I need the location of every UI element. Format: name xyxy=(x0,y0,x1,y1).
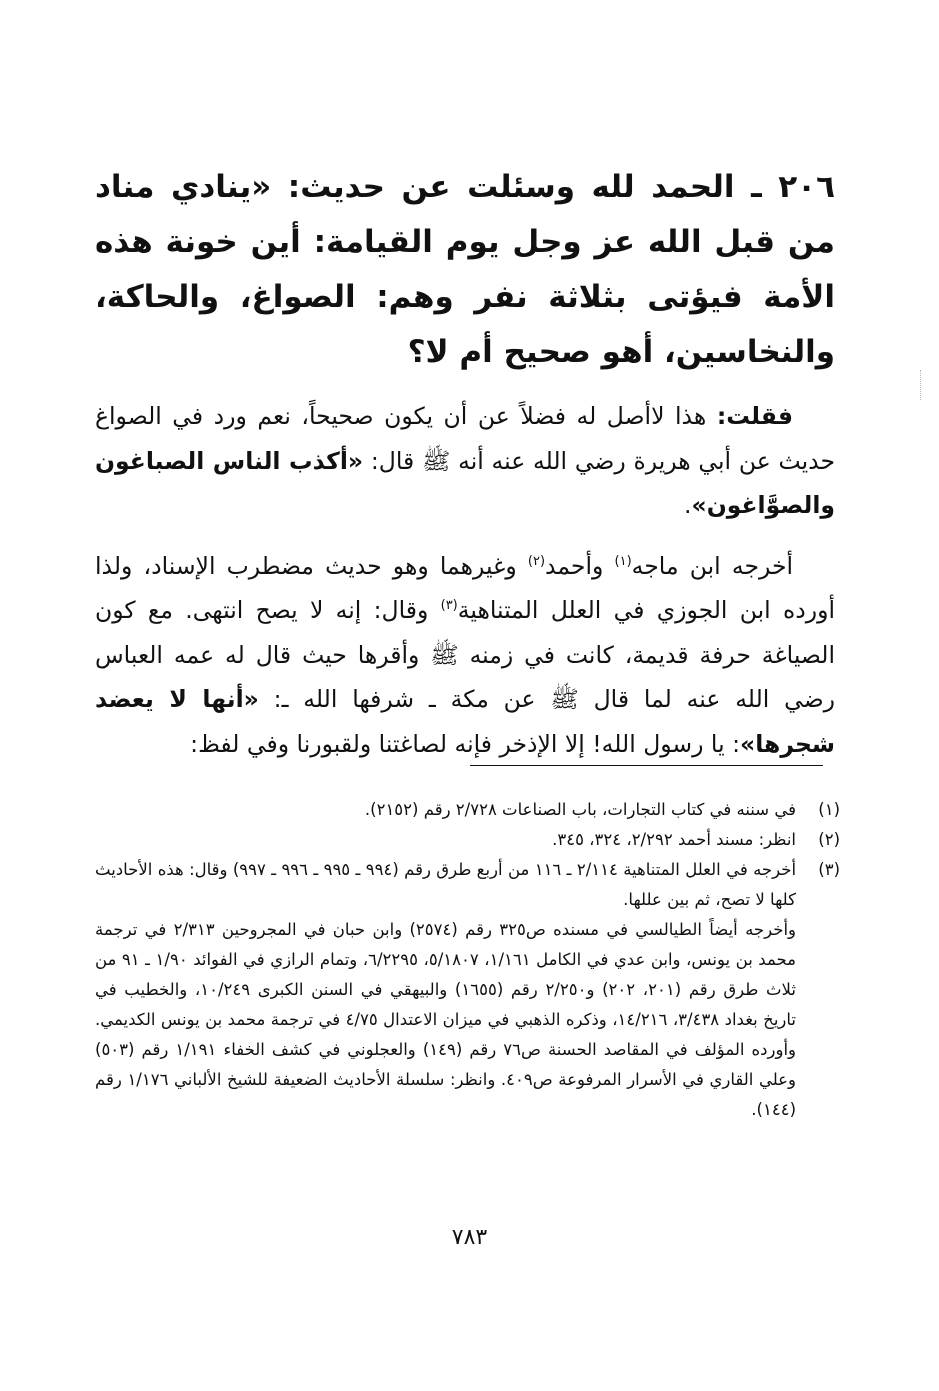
footnote-ref-3[interactable]: (٣) xyxy=(440,598,458,613)
answer-end: . xyxy=(684,491,692,519)
footnote-divider xyxy=(470,765,823,766)
main-text xyxy=(95,160,835,782)
takhrij-part4: وقال: إنه لا يصح انتهى. مع كون الصياغة حرفة قديمة، كانت في زمنه ﷺ وأقرها حيث قال له عمه العباس رضي الله عنه لما قال ﷺ عن مكة ـ شرفها الله ـ: xyxy=(95,596,835,713)
footnote-number: (١) xyxy=(818,800,840,819)
footnote-1 xyxy=(95,795,840,825)
takhrij-part5: : يا رسول الله! إلا الإذخر فإنه لصاغتنا ولقبورنا وفي لفظ: xyxy=(190,729,741,758)
hadith-quote-2: «أنها لا يعضد شجرها» xyxy=(95,685,835,758)
question-number: ٢٠٦ xyxy=(778,169,835,205)
footnote-ref-2[interactable]: (٢) xyxy=(527,553,546,569)
takhrij-part1: أخرجه ابن ماجه xyxy=(631,551,794,580)
hadith-quote: «أكذب الناس الصباغون والصوَّاغون» xyxy=(95,446,835,519)
question-text: ـ الحمد لله وسئلت عن حديث: «ينادي مناد من قبل الله عز وجل يوم القيامة: أين خونة هذه الأمة فيؤتى بثلاثة نفر وهم: الصواغ، والحاكة، والنخاسين، أهو صحيح أم لا؟ xyxy=(95,169,835,370)
answer-text: هذا لاأصل له فضلاً عن أن يكون صحيحاً، نعم ورد في الصواغ حديث عن أبي هريرة رضي الله عنه أنه ﷺ قال: xyxy=(95,402,835,475)
answer-paragraph xyxy=(95,394,835,528)
answer-lead: فقلت: xyxy=(716,402,793,430)
footnote-ref-1[interactable]: (١) xyxy=(614,553,632,569)
footnotes xyxy=(95,795,840,1125)
footnote-number: (٢) xyxy=(818,830,840,849)
footnote-text: انظر: مسند أحمد ٢/٢٩٢، ٣٢٤، ٣٤٥. xyxy=(552,830,796,849)
question-heading xyxy=(95,160,835,380)
takhrij-part2: وأحمد xyxy=(545,551,615,580)
takhrij-paragraph xyxy=(95,544,835,767)
takhrij-part3: وغيرهما وهو حديث مضطرب الإسناد، ولذا أورده ابن الجوزي في العلل المتناهية xyxy=(95,551,835,624)
footnote-3 xyxy=(95,855,840,1125)
footnote-text: في سننه في كتاب التجارات، باب الصناعات ٢/٧٢٨ رقم (٢١٥٢). xyxy=(364,800,796,819)
page-number: ٧٨٣ xyxy=(451,1225,488,1250)
footnote-2 xyxy=(95,825,840,855)
footnote-number: (٣) xyxy=(818,860,840,879)
footnote-text: أخرجه في العلل المتناهية ٢/١١٤ ـ ١١٦ من أربع طرق رقم (٩٩٤ ـ ٩٩٥ ـ ٩٩٦ ـ ٩٩٧) وقال: هذه الأحاديث كلها لا تصح، ثم بين عللها. xyxy=(95,860,797,909)
footnote-text: وأخرجه أيضاً الطيالسي في مسنده ص٣٢٥ رقم (٢٥٧٤) وابن حبان في المجروحين ٢/٣١٣ في ترجمة محمد بن يونس، وابن عدي في الكامل ١/١٦١، ٥/١٨٠٧، ٦/٢٢٩٥، وتمام الرازي في الفوائد ١/٩٠ ـ ٩١ من ثلاث طرق رقم (٢٠١، ٢٠٢) و٢/٢٥٠ رقم (١٦٥٥) والبيهقي في السنن الكبرى ١٠/٢٤٩، والخطيب في تاريخ بغداد ٣/٤٣٨، ١٤/٢١٦، وذكره الذهبي في ميزان الاعتدال ٤/٧٥ في ترجمة محمد بن يونس الكديمي. وأورده المؤلف في المقاصد الحسنة ص٧٦ رقم (١٤٩) والعجلوني في كشف الخفاء ١/١٩١ رقم (٥٠٣) وعلي القاري في الأسرار المرفوعة ص٤٠٩. وانظر: سلسلة الأحاديث الضعيفة للشيخ الألباني ١/١٧٦ رقم (١٤٤). xyxy=(95,920,797,1119)
margin-mark xyxy=(918,370,921,400)
